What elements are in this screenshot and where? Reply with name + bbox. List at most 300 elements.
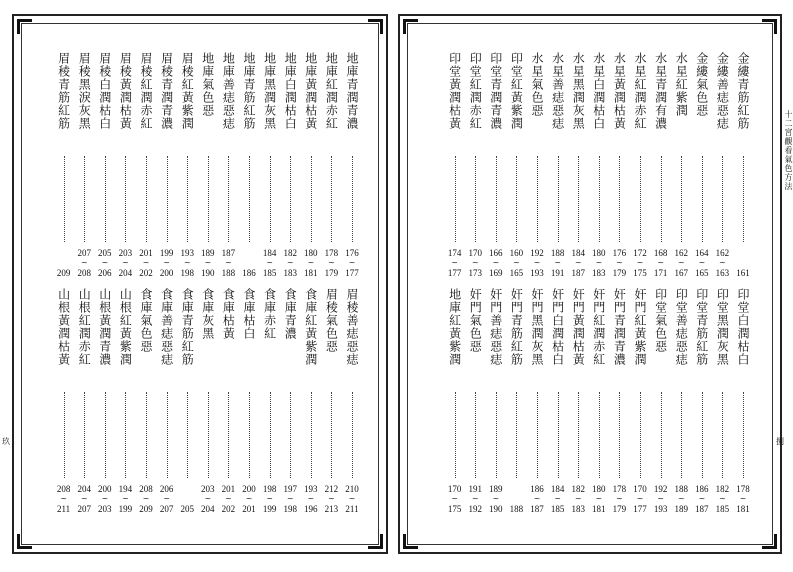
- page-end: 185: [715, 504, 730, 514]
- entry-title: 金縷青筋紅筋: [736, 52, 750, 130]
- range-tilde: ~: [471, 258, 479, 267]
- dot-leader: [352, 156, 353, 242]
- entry-title: 山根紅潤赤紅: [77, 288, 92, 366]
- page-end: 211: [57, 504, 71, 514]
- range-tilde: ~: [266, 258, 273, 267]
- page-start: 197: [283, 484, 297, 494]
- dot-leader: [743, 156, 744, 242]
- range-tilde: ~: [451, 258, 458, 267]
- range-tilde: ~: [60, 494, 67, 503]
- dot-leader: [619, 156, 620, 242]
- index-entry: [508, 52, 526, 284]
- page-start: 160: [509, 248, 524, 258]
- page-end: 193: [530, 268, 544, 278]
- entry-title: 水星紅潤赤紅: [633, 52, 647, 130]
- page-end: 213: [324, 504, 339, 514]
- page-start: 170: [468, 248, 482, 258]
- dot-leader: [187, 156, 188, 242]
- range-tilde: ~: [266, 494, 273, 503]
- right-folio: 捌: [776, 437, 784, 446]
- page-start: 178: [324, 248, 339, 258]
- page-end: 190: [489, 504, 503, 514]
- page-start: 184: [262, 248, 277, 258]
- range-tilde: ~: [595, 258, 603, 267]
- range-tilde: ~: [142, 258, 150, 267]
- range-tilde: ~: [574, 494, 582, 503]
- dot-leader: [455, 392, 456, 478]
- page-start: 201: [139, 248, 153, 258]
- range-tilde: ~: [554, 258, 561, 267]
- page-start: 201: [221, 484, 236, 494]
- dot-leader: [702, 156, 703, 242]
- index-entry: [653, 288, 671, 520]
- range-tilde: ~: [80, 494, 88, 503]
- page-end: 181: [592, 504, 606, 514]
- index-entry: [714, 288, 732, 520]
- index-entry: [570, 52, 588, 284]
- entry-title: 眉稜紅黃紫潤: [180, 52, 195, 130]
- page-end: 190: [201, 268, 215, 278]
- dot-leader: [208, 156, 209, 242]
- entry-title: 眉稜紅潤赤紅: [139, 52, 153, 130]
- page-start: 193: [180, 248, 194, 258]
- entry-title: 山根黃潤枯黃: [56, 288, 71, 366]
- entry-title: 金縷善痣惡痣: [715, 52, 730, 130]
- dot-leader: [640, 392, 641, 478]
- range-tilde: ~: [698, 258, 706, 267]
- page-end: 185: [262, 268, 277, 278]
- entry-title: 奸門黑潤灰黑: [530, 288, 544, 366]
- page-start: 172: [633, 248, 647, 258]
- index-entry: [200, 288, 218, 520]
- index-entry: [138, 52, 156, 284]
- page-end: 177: [447, 268, 462, 278]
- entry-title: 地庫青筋紅筋: [242, 52, 256, 130]
- entry-title: 食庫紅黃紫潤: [303, 288, 318, 366]
- range-tilde: ~: [574, 258, 582, 267]
- index-entry: [282, 288, 300, 520]
- range-tilde: ~: [533, 494, 541, 503]
- page-end: 211: [345, 504, 359, 514]
- page-end: 201: [242, 504, 256, 514]
- index-entry: [323, 288, 341, 520]
- entry-title: 地庫紅黃紫潤: [447, 288, 462, 366]
- index-entry: [117, 52, 135, 284]
- index-entry: [220, 288, 238, 520]
- dot-leader: [167, 392, 168, 478]
- page-end: 202: [139, 268, 153, 278]
- range-tilde: ~: [348, 258, 356, 267]
- page-end: 183: [283, 268, 297, 278]
- index-entry: [344, 288, 362, 520]
- range-tilde: ~: [636, 258, 644, 267]
- entry-title: 山根紅黃紫潤: [118, 288, 133, 366]
- entry-title: 印堂氣色惡: [653, 288, 668, 353]
- dot-leader: [270, 156, 271, 242]
- page-end: 179: [612, 504, 627, 514]
- page-start: 170: [633, 484, 647, 494]
- page-end: 198: [283, 504, 297, 514]
- entry-title: 眉稜善痣惡痣: [345, 288, 359, 366]
- dot-leader: [146, 392, 147, 478]
- page-start: 164: [695, 248, 709, 258]
- dot-leader: [167, 156, 168, 242]
- page-end: 179: [324, 268, 339, 278]
- index-entry: [570, 288, 588, 520]
- range-tilde: ~: [533, 258, 541, 267]
- index-entry: [262, 288, 280, 520]
- page-end: 189: [674, 504, 688, 514]
- page-end: 196: [304, 504, 318, 514]
- page-start: 184: [571, 248, 585, 258]
- dot-leader: [599, 156, 600, 242]
- dot-leader: [352, 392, 353, 478]
- page-start: 162: [715, 248, 730, 258]
- dot-leader: [208, 392, 209, 478]
- page-start: 180: [592, 484, 606, 494]
- entry-title: 地庫紅潤赤紅: [324, 52, 339, 130]
- entry-title: 奸門青筋紅筋: [509, 288, 524, 366]
- range-tilde: ~: [307, 258, 315, 267]
- page-end: 167: [674, 268, 688, 278]
- page-end: 173: [468, 268, 482, 278]
- entry-title: 水星氣色惡: [530, 52, 544, 117]
- page-end: 169: [489, 268, 503, 278]
- page-end: 209: [139, 504, 153, 514]
- range-tilde: ~: [225, 494, 232, 503]
- page-end: 186: [242, 268, 256, 278]
- dot-leader: [599, 392, 600, 478]
- entry-title: 金縷氣色惡: [694, 52, 709, 117]
- entry-title: 奸門紅黃紫潤: [633, 288, 647, 366]
- entry-title: 奸門紅潤赤紅: [591, 288, 606, 366]
- page-end: 175: [447, 504, 462, 514]
- page-start: 205: [98, 248, 112, 258]
- entry-title: 地庫青潤青濃: [345, 52, 359, 130]
- range-tilde: ~: [163, 494, 170, 503]
- page-end: 179: [612, 268, 627, 278]
- index-entry: [241, 52, 259, 284]
- index-entry: [714, 52, 732, 284]
- page-start: 188: [550, 248, 565, 258]
- index-entry: [653, 52, 671, 284]
- dot-leader: [125, 392, 126, 478]
- entry-title: 眉稜黃潤枯黃: [118, 52, 133, 130]
- dot-leader: [228, 156, 229, 242]
- page-end: 192: [468, 504, 482, 514]
- range-tilde: ~: [204, 494, 212, 503]
- dot-leader: [496, 156, 497, 242]
- page-end: 177: [345, 268, 359, 278]
- index-entry: [529, 288, 547, 520]
- index-entry: [282, 52, 300, 284]
- corner-ornament: [403, 19, 418, 34]
- corner-ornament: [368, 534, 383, 549]
- range-tilde: ~: [657, 494, 664, 503]
- page-end: 199: [118, 504, 133, 514]
- entry-title: 印堂善痣惡痣: [674, 288, 689, 366]
- page-start: 200: [98, 484, 112, 494]
- index-entry: [632, 52, 650, 284]
- page-end: 163: [715, 268, 730, 278]
- page-end: 207: [77, 504, 91, 514]
- entry-title: 印堂紅潤赤紅: [468, 52, 483, 130]
- entry-title: 水星青潤有濃: [653, 52, 668, 130]
- entry-title: 山根黃潤青濃: [97, 288, 112, 366]
- index-entry: [344, 52, 362, 284]
- dot-leader: [331, 156, 332, 242]
- page-start: 178: [736, 484, 750, 494]
- index-entry: [508, 288, 526, 520]
- entry-title: 地庫氣色惡: [200, 52, 215, 117]
- dot-leader: [537, 156, 538, 242]
- page-start: 187: [221, 248, 236, 258]
- page-start: 208: [56, 484, 71, 494]
- corner-ornament: [403, 534, 418, 549]
- entry-title: 印堂黑潤灰黑: [715, 288, 730, 366]
- dot-leader: [558, 156, 559, 242]
- index-entry: [632, 288, 650, 520]
- dot-leader: [125, 156, 126, 242]
- index-entry: [200, 52, 218, 284]
- dot-leader: [270, 392, 271, 478]
- index-entry: [591, 288, 609, 520]
- page-end: 204: [118, 268, 133, 278]
- page-end: 208: [77, 268, 91, 278]
- dot-leader: [105, 392, 106, 478]
- range-tilde: ~: [286, 494, 294, 503]
- dot-leader: [681, 156, 682, 242]
- page-start: 192: [653, 484, 668, 494]
- dot-leader: [249, 156, 250, 242]
- range-tilde: ~: [492, 494, 500, 503]
- dot-leader: [228, 392, 229, 478]
- index-entry: [76, 288, 94, 520]
- range-tilde: ~: [142, 494, 150, 503]
- index-entry: [467, 52, 485, 284]
- dot-leader: [64, 392, 65, 478]
- dot-leader: [187, 392, 188, 478]
- index-entry: [303, 52, 321, 284]
- page-end: 191: [550, 268, 565, 278]
- range-tilde: ~: [616, 494, 623, 503]
- index-entry: [591, 52, 609, 284]
- index-entry: [159, 288, 177, 520]
- index-entry: [220, 52, 238, 284]
- range-tilde: ~: [677, 258, 685, 267]
- index-entry: [550, 52, 568, 284]
- index-entry: [76, 52, 94, 284]
- page-start: 204: [77, 484, 91, 494]
- index-entry: [735, 52, 753, 284]
- page-start: 203: [118, 248, 133, 258]
- entry-title: 食庫灰黑: [200, 288, 215, 340]
- range-tilde: ~: [657, 258, 664, 267]
- page-start: 189: [489, 484, 503, 494]
- entry-title: 印堂黃潤枯黃: [447, 52, 462, 130]
- corner-ornament: [762, 534, 777, 549]
- corner-ornament: [762, 19, 777, 34]
- range-tilde: ~: [328, 494, 335, 503]
- page-start: 178: [612, 484, 627, 494]
- dot-leader: [722, 392, 723, 478]
- index-entry: [447, 52, 465, 284]
- left-page: [12, 14, 388, 554]
- entry-title: 眉稜黑淚灰黑: [77, 52, 92, 130]
- page-end: 209: [56, 268, 71, 278]
- dot-leader: [311, 156, 312, 242]
- index-entry: [179, 288, 197, 520]
- range-tilde: ~: [225, 258, 232, 267]
- page-end: 187: [695, 504, 709, 514]
- page-start: 168: [653, 248, 668, 258]
- index-entry: [529, 52, 547, 284]
- range-tilde: ~: [328, 258, 335, 267]
- entry-title: 水星白潤枯白: [591, 52, 606, 130]
- range-tilde: ~: [698, 494, 706, 503]
- range-tilde: ~: [204, 258, 212, 267]
- dot-leader: [146, 156, 147, 242]
- range-tilde: ~: [122, 494, 129, 503]
- page-end: 207: [159, 504, 174, 514]
- page-start: 176: [612, 248, 627, 258]
- entry-title: 食庫枯黃: [221, 288, 236, 340]
- dot-leader: [475, 392, 476, 478]
- entry-title: 奸門青潤青濃: [612, 288, 627, 366]
- entry-title: 奸門善痣惡痣: [488, 288, 503, 366]
- dot-leader: [619, 392, 620, 478]
- range-tilde: ~: [122, 258, 129, 267]
- page-start: 210: [345, 484, 359, 494]
- entry-title: 地庫善痣惡痣: [221, 52, 236, 130]
- page-end: 198: [180, 268, 194, 278]
- dot-leader: [681, 392, 682, 478]
- range-tilde: ~: [101, 494, 109, 503]
- page-start: 180: [592, 248, 606, 258]
- dot-leader: [311, 392, 312, 478]
- index-entry: [694, 288, 712, 520]
- index-entry: [488, 288, 506, 520]
- page-start: 176: [345, 248, 359, 258]
- index-entry: [117, 288, 135, 520]
- page-start: 166: [489, 248, 503, 258]
- entry-title: 水星黑潤灰黑: [571, 52, 586, 130]
- range-tilde: ~: [348, 494, 356, 503]
- page-start: 182: [283, 248, 297, 258]
- dot-leader: [743, 392, 744, 478]
- page-start: 174: [447, 248, 462, 258]
- index-entry: [611, 52, 629, 284]
- entry-title: 食庫赤紅: [262, 288, 277, 340]
- entry-title: 眉稜白潤枯白: [97, 52, 112, 130]
- entry-title: 食庫青濃: [283, 288, 298, 340]
- dot-leader: [558, 392, 559, 478]
- range-tilde: ~: [595, 494, 603, 503]
- left-folio: 玖: [2, 437, 10, 446]
- page-start: 188: [674, 484, 688, 494]
- index-entry: [159, 52, 177, 284]
- range-tilde: ~: [719, 258, 726, 267]
- index-entry: [467, 288, 485, 520]
- page-end: 199: [262, 504, 277, 514]
- corner-ornament: [368, 19, 383, 34]
- range-tilde: ~: [451, 494, 458, 503]
- entry-title: 水星紅紫潤: [674, 52, 689, 117]
- entry-title: 水星黃潤枯黃: [612, 52, 627, 130]
- page-end: 183: [592, 268, 606, 278]
- page-end: 200: [159, 268, 174, 278]
- corner-ornament: [17, 19, 32, 34]
- entry-title: 印堂青潤青濃: [488, 52, 503, 130]
- range-tilde: ~: [471, 494, 479, 503]
- index-entry: [262, 52, 280, 284]
- page-end: 188: [509, 504, 524, 514]
- page-end: 203: [98, 504, 112, 514]
- dot-leader: [537, 392, 538, 478]
- range-tilde: ~: [183, 258, 191, 267]
- range-tilde: ~: [636, 494, 644, 503]
- index-entry: [138, 288, 156, 520]
- index-entry: [673, 288, 691, 520]
- page-start: 189: [201, 248, 215, 258]
- range-tilde: ~: [677, 494, 685, 503]
- page-end: 202: [221, 504, 236, 514]
- dot-leader: [578, 156, 579, 242]
- page-end: 177: [633, 504, 647, 514]
- range-tilde: ~: [554, 494, 561, 503]
- page-end: 175: [633, 268, 647, 278]
- entry-title: 食庫善痣惡痣: [159, 288, 174, 366]
- entry-title: 食庫氣色惡: [139, 288, 153, 353]
- page-start: 186: [530, 484, 544, 494]
- index-entry: [303, 288, 321, 520]
- page-start: 162: [674, 248, 688, 258]
- page-end: 187: [571, 268, 585, 278]
- dot-leader: [64, 156, 65, 242]
- page-start: 192: [530, 248, 544, 258]
- dot-leader: [455, 156, 456, 242]
- page-start: 200: [242, 484, 256, 494]
- page-end: 204: [201, 504, 215, 514]
- index-entry: [97, 288, 115, 520]
- range-tilde: ~: [163, 258, 170, 267]
- range-tilde: ~: [101, 258, 109, 267]
- dot-leader: [475, 156, 476, 242]
- page-end: 193: [653, 504, 668, 514]
- range-tilde: ~: [616, 258, 623, 267]
- dot-leader: [105, 156, 106, 242]
- index-entry: [97, 52, 115, 284]
- dot-leader: [661, 156, 662, 242]
- dot-leader: [84, 156, 85, 242]
- range-tilde: ~: [286, 258, 294, 267]
- page-start: 180: [304, 248, 318, 258]
- entry-title: 食庫枯白: [242, 288, 256, 340]
- page-end: 205: [180, 504, 194, 514]
- page-end: 181: [304, 268, 318, 278]
- range-tilde: ~: [513, 258, 520, 267]
- entry-title: 奸門氣色惡: [468, 288, 483, 353]
- page-start: 193: [304, 484, 318, 494]
- range-tilde: ~: [245, 494, 253, 503]
- range-tilde: ~: [739, 494, 747, 503]
- page-start: 198: [262, 484, 277, 494]
- page-start: 191: [468, 484, 482, 494]
- range-tilde: ~: [307, 494, 315, 503]
- page-end: 206: [98, 268, 112, 278]
- index-entry: [56, 52, 74, 284]
- dot-leader: [702, 392, 703, 478]
